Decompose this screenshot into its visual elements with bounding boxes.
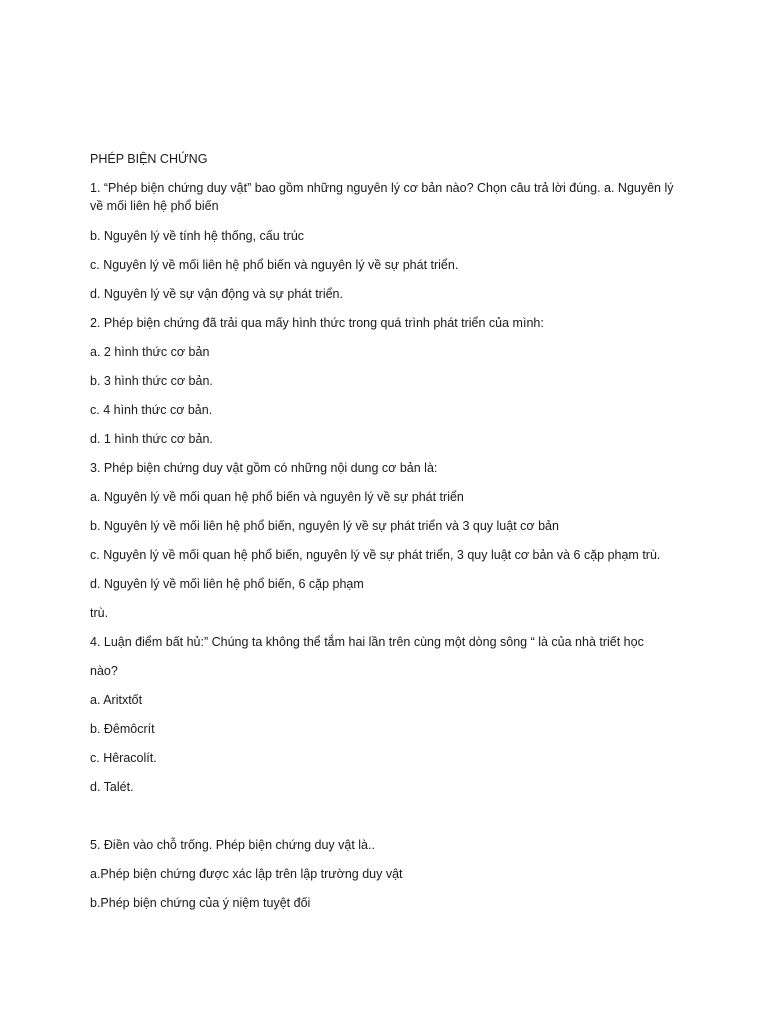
answer-1b: b. Nguyên lý về tính hệ thống, cấu trúc [90,229,305,243]
answer-3d-continued: trù. [90,606,109,620]
question-2: 2. Phép biện chứng đã trải qua mấy hình thức trong quá trình phát triển của mình: [90,316,544,330]
answer-2b: b. 3 hình thức cơ bản. [90,374,213,388]
answer-4b: b. Đêmôcrít [90,722,155,736]
question-1: 1. “Phép biện chứng duy vật” bao gồm những nguyên lý cơ bản nào? Chọn câu trả lời đúng. a. Nguyên lý về mối liên hệ phổ biến [90,181,674,213]
answer-5b: b.Phép biện chứng của ý niệm tuyệt đối [90,896,311,910]
answer-3b: b. Nguyên lý về mối liên hệ phổ biến, nguyên lý về sự phát triển và 3 quy luật cơ bản [90,519,559,533]
answer-3c: c. Nguyên lý về mối quan hệ phổ biến, nguyên lý về sự phát triển, 3 quy luật cơ bản và 6 cặp phạm trù. [90,548,661,562]
document-title: PHÉP BIỆN CHỨNG [90,152,208,166]
answer-2a: a. 2 hình thức cơ bản [90,345,210,359]
question-4: 4. Luận điểm bất hủ:” Chúng ta không thể tắm hai lần trên cùng một dòng sông “ là của nhà triết học [90,635,644,649]
answer-1d: d. Nguyên lý về sự vận động và sự phát triển. [90,287,343,301]
answer-4d: d. Talét. [90,780,134,794]
answer-4c: c. Hêracolít. [90,751,157,765]
answer-3d: d. Nguyên lý về mối liên hệ phổ biến, 6 cặp phạm [90,577,364,591]
answer-2d: d. 1 hình thức cơ bản. [90,432,213,446]
question-5: 5. Điền vào chỗ trống. Phép biện chứng duy vật là.. [90,838,375,852]
answer-5a: a.Phép biện chứng được xác lập trên lập trường duy vật [90,867,403,881]
answer-2c: c. 4 hình thức cơ bản. [90,403,213,417]
question-3: 3. Phép biện chứng duy vật gồm có những nội dung cơ bản là: [90,461,438,475]
answer-1c: c. Nguyên lý về mối liên hệ phổ biến và nguyên lý về sự phát triển. [90,258,459,272]
answer-4a: a. Aritxtốt [90,693,143,707]
question-4-continued: nào? [90,664,118,678]
answer-3a: a. Nguyên lý về mối quan hệ phổ biến và nguyên lý về sự phát triển [90,490,464,504]
